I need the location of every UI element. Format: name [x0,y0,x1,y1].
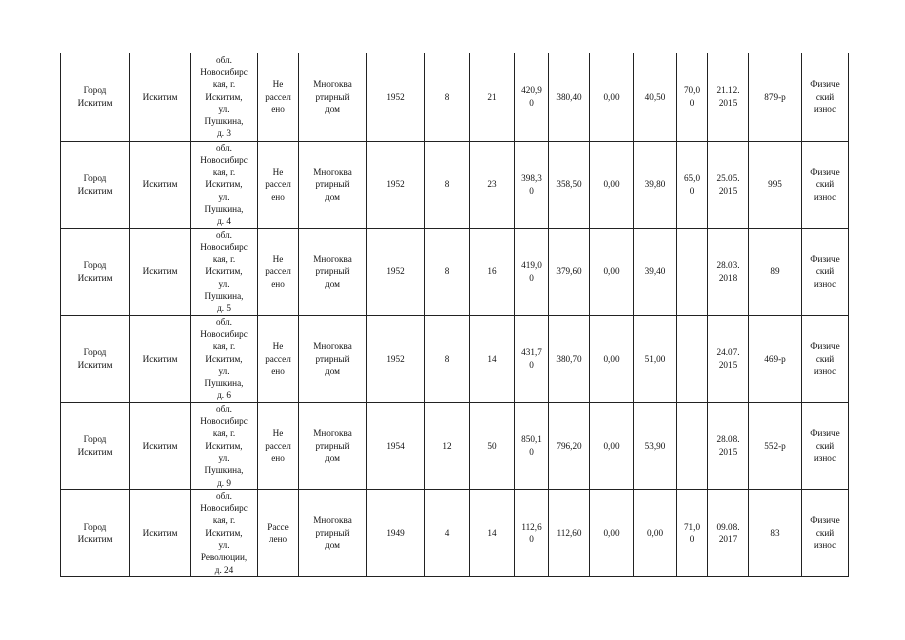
area-cell-3: 0,00 [590,228,634,315]
doc-number-cell: 995 [749,141,802,228]
area-total-cell: 419,0 0 [515,228,549,315]
status-cell: Не рассел ено [258,402,299,489]
address-cell: обл. Новосибирс кая, г. Искитим, ул. Пушкина, д. 3 [191,53,258,141]
area-cell-4: 0,00 [634,489,677,576]
housing-table [60,53,849,577]
count-cell-b: 50 [470,402,515,489]
count-cell-a: 8 [425,53,470,141]
address-cell: обл. Новосибирс кая, г. Искитим, ул. Пушкина, д. 9 [191,402,258,489]
table-row [61,315,849,402]
area-total-cell: 420,9 0 [515,53,549,141]
area-cell-3: 0,00 [590,141,634,228]
reason-cell: Физиче ский износ [802,315,849,402]
table-row [61,489,849,576]
area-cell-2: 379,60 [549,228,590,315]
reason-cell: Физиче ский износ [802,489,849,576]
municipality-cell: Искитим [130,402,191,489]
year-cell: 1952 [367,141,425,228]
area-cell-4: 39,80 [634,141,677,228]
count-cell-b: 23 [470,141,515,228]
doc-number-cell: 89 [749,228,802,315]
locality-cell: Город Искитим [61,489,130,576]
count-cell-a: 8 [425,141,470,228]
municipality-cell: Искитим [130,141,191,228]
address-cell: обл. Новосибирс кая, г. Искитим, ул. Революции, д. 24 [191,489,258,576]
table-row [61,228,849,315]
doc-number-cell: 879-р [749,53,802,141]
table-row [61,53,849,141]
area-cell-3: 0,00 [590,489,634,576]
status-cell: Не рассел ено [258,315,299,402]
count-cell-a: 12 [425,402,470,489]
area-cell-2: 380,70 [549,315,590,402]
area-cell-3: 0,00 [590,402,634,489]
locality-cell: Город Искитим [61,53,130,141]
count-cell-a: 4 [425,489,470,576]
area-cell-4: 51,00 [634,315,677,402]
reason-cell: Физиче ский износ [802,141,849,228]
doc-number-cell: 469-р [749,315,802,402]
date-cell: 24.07. 2015 [708,315,749,402]
date-cell: 09.08. 2017 [708,489,749,576]
doc-number-cell: 83 [749,489,802,576]
count-cell-b: 16 [470,228,515,315]
year-cell: 1952 [367,228,425,315]
date-cell: 21.12. 2015 [708,53,749,141]
area-cell-2: 112,60 [549,489,590,576]
reason-cell: Физиче ский износ [802,228,849,315]
status-cell: Рассе лено [258,489,299,576]
date-cell: 28.03. 2018 [708,228,749,315]
reason-cell: Физиче ский износ [802,402,849,489]
wear-cell: 71,0 0 [677,489,708,576]
wear-cell: 65,0 0 [677,141,708,228]
area-cell-2: 380,40 [549,53,590,141]
count-cell-a: 8 [425,228,470,315]
locality-cell: Город Искитим [61,228,130,315]
wear-cell: 70,0 0 [677,53,708,141]
year-cell: 1952 [367,53,425,141]
building-type-cell: Многоква ртирный дом [299,53,367,141]
area-cell-2: 796,20 [549,402,590,489]
area-cell-3: 0,00 [590,53,634,141]
municipality-cell: Искитим [130,489,191,576]
locality-cell: Город Искитим [61,315,130,402]
building-type-cell: Многоква ртирный дом [299,489,367,576]
area-total-cell: 112,6 0 [515,489,549,576]
year-cell: 1952 [367,315,425,402]
locality-cell: Город Искитим [61,141,130,228]
area-total-cell: 431,7 0 [515,315,549,402]
status-cell: Не рассел ено [258,53,299,141]
building-type-cell: Многоква ртирный дом [299,315,367,402]
area-cell-4: 53,90 [634,402,677,489]
area-cell-4: 40,50 [634,53,677,141]
address-cell: обл. Новосибирс кая, г. Искитим, ул. Пушкина, д. 4 [191,141,258,228]
municipality-cell: Искитим [130,315,191,402]
address-cell: обл. Новосибирс кая, г. Искитим, ул. Пушкина, д. 5 [191,228,258,315]
area-cell-2: 358,50 [549,141,590,228]
date-cell: 25.05. 2015 [708,141,749,228]
date-cell: 28.08. 2015 [708,402,749,489]
municipality-cell: Искитим [130,228,191,315]
status-cell: Не рассел ено [258,141,299,228]
wear-cell [677,228,708,315]
count-cell-b: 14 [470,489,515,576]
area-total-cell: 398,3 0 [515,141,549,228]
table-row [61,141,849,228]
table-row [61,402,849,489]
count-cell-b: 14 [470,315,515,402]
status-cell: Не рассел ено [258,228,299,315]
reason-cell: Физиче ский износ [802,53,849,141]
doc-number-cell: 552-р [749,402,802,489]
year-cell: 1949 [367,489,425,576]
wear-cell [677,315,708,402]
address-cell: обл. Новосибирс кая, г. Искитим, ул. Пушкина, д. 6 [191,315,258,402]
building-type-cell: Многоква ртирный дом [299,228,367,315]
year-cell: 1954 [367,402,425,489]
municipality-cell: Искитим [130,53,191,141]
building-type-cell: Многоква ртирный дом [299,141,367,228]
area-total-cell: 850,1 0 [515,402,549,489]
area-cell-3: 0,00 [590,315,634,402]
locality-cell: Город Искитим [61,402,130,489]
area-cell-4: 39,40 [634,228,677,315]
building-type-cell: Многоква ртирный дом [299,402,367,489]
wear-cell [677,402,708,489]
count-cell-a: 8 [425,315,470,402]
count-cell-b: 21 [470,53,515,141]
